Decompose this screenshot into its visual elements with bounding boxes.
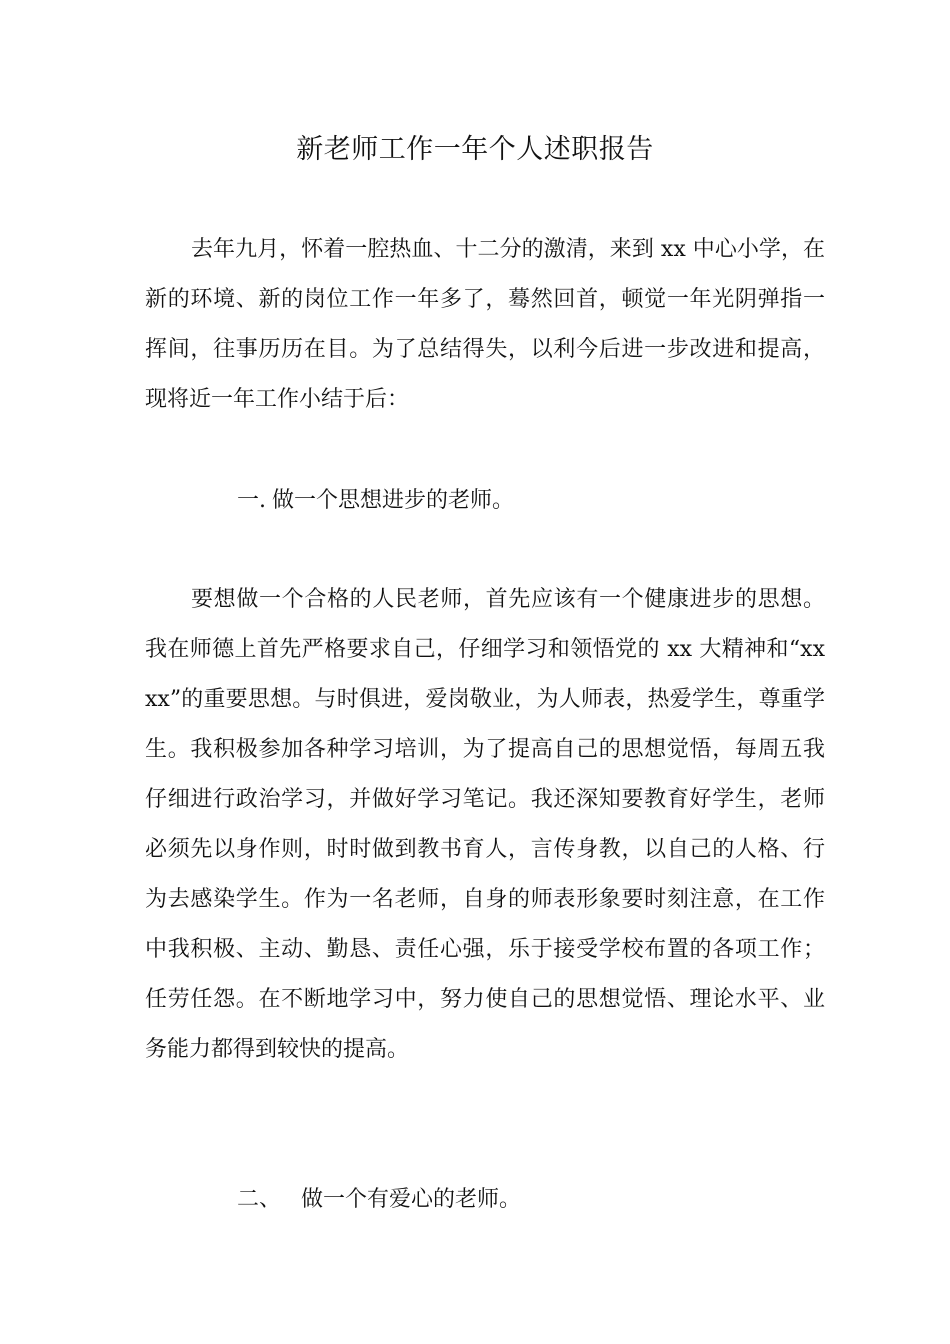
section-heading-1 [145,476,825,526]
section-heading-text-2: 做一个有爱心的老师。 [301,1187,522,1212]
intro-paragraph: 去年九月，怀着一腔热血、十二分的激清，来到 xx 中心小学，在新的环境、新的岗位工作一年多了，蓦然回首，顿觉一年光阴弹指一挥间，往事历历在目。为了总结得失，以利今后进一步改进和提高，现将近一年工作小结于后： [145,237,825,412]
section-number-1: 一. [237,488,266,513]
section-heading-text-1: 做一个思想进步的老师。 [272,488,515,513]
section-body-1: 要想做一个合格的人民老师，首先应该有一个健康进步的思想。我在师德上首先严格要求自己，仔细学习和领悟党的 xx 大精神和“xxxx”的重要思想。与时俱进，爱岗敬业，为人师表，热爱学生，尊重学生。我积极参加各种学习培训，为了提高自己的思想觉悟，每周五我仔细进行政治学习，并做好学习笔记。我还深知要教育好学生，老师必须先以身作则，时时做到教书育人，言传身教，以自己的人格、行为去感染学生。作为一名老师，自身的师表形象要时刻注意，在工作中我积极、主动、勤恳、责任心强，乐于接受学校布置的各项工作；任劳任怨。在不断地学习中，努力使自己的思想觉悟、理论水平、业务能力都得到较快的提高。 [145,587,825,1062]
section-heading-2 [145,1175,825,1225]
section-number-2: 二、 [237,1187,282,1212]
document-title: 新老师工作一年个人述职报告 [296,134,654,165]
